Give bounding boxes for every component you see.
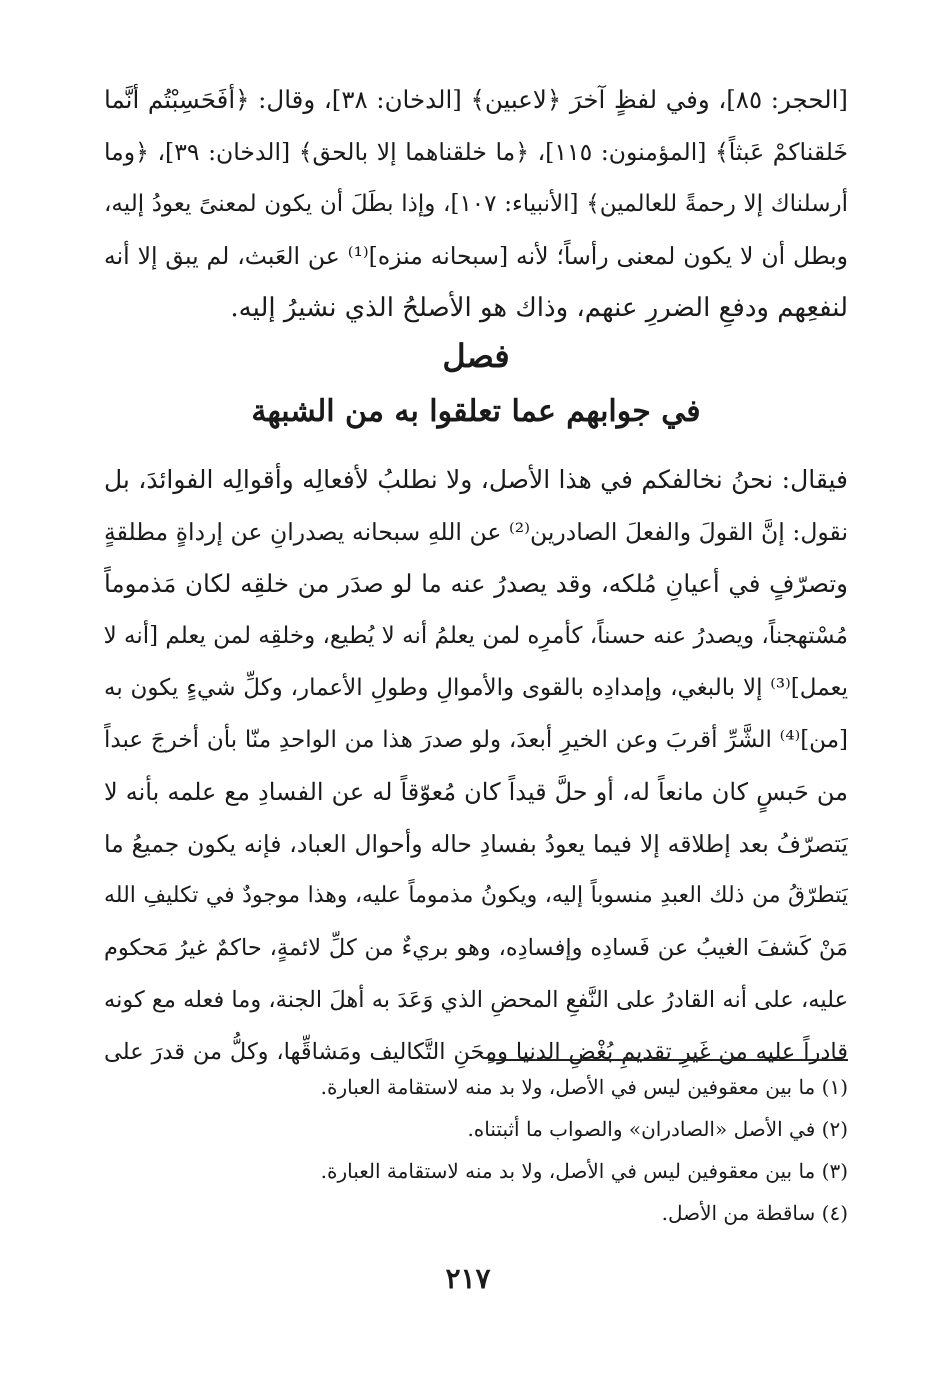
text-line: يَتصرّفُ بعد إطلاقه إلا فيما يعودُ بفسادِ حاله وأحوال العباد، فإنه يكون جميعُ ما <box>104 830 848 858</box>
footnote-item: (٤) ساقطة من الأصل. <box>661 1201 848 1225</box>
footnote-item: (٣) ما بين معقوفين ليس في الأصل، ولا بد منه لاستقامة العبارة. <box>320 1159 848 1183</box>
text-line: نقول: إنَّ القولَ والفعلَ الصادرين⁽²⁾ عن اللهِ سبحانه يصدرانِ عن إرداةٍ مطلقةٍ <box>104 518 848 546</box>
text-line: وبطل أن لا يكون لمعنى رأساً؛ لأنه [سبحانه منزه]⁽¹⁾ عن العَبث، لم يبق إلا أنه <box>104 242 848 270</box>
text-line: من حَبسٍ كان مانعاً له، أو حلَّ قيداً كان مُعوّقاً له عن الفسادِ مع علمه بأنه لا <box>104 778 848 806</box>
text-line: مُسْتهجناً، ويصدرُ عنه حسناً، كأمرِه لمن يعلمُ أنه لا يُطيع، وخلقِه لمن يعلم [أنه لا <box>104 623 848 649</box>
footnote-item: (١) ما بين معقوفين ليس في الأصل، ولا بد منه لاستقامة العبارة. <box>320 1075 848 1099</box>
text-line: لنفعِهم ودفعِ الضررِ عنهم، وذاك هو الأصلحُ الذي نشيرُ إليه. <box>230 293 848 323</box>
top-paragraph <box>104 74 848 334</box>
text-line: خَلقناكمْ عَبثاً﴾ [المؤمنون: ١١٥]، ﴿ما خلقناهما إلا بالحق﴾ [الدخان: ٣٩]، ﴿وما <box>104 138 848 166</box>
text-line: [الحجر: ٨٥]، وفي لفظٍ آخرَ ﴿لاعبين﴾ [الدخان: ٣٨]، وقال: ﴿أفَحَسِبْتُم أنَّما <box>104 85 848 114</box>
text-line: يعمل]⁽³⁾ إلا بالبغي، وإمدادِه بالقوى والأموالِ وطولِ الأعمار، وكلِّ شيءٍ يكون به <box>104 675 848 701</box>
footnote-item: (٢) في الأصل «الصادران» والصواب ما أثبتناه. <box>467 1117 848 1141</box>
section-title: فصل <box>442 337 510 375</box>
text-line: يَتطرّقُ من ذلك العبدِ منسوباً إليه، ويكونُ مذموماً عليه، وهذا موجودٌ في تكليفِ الله <box>104 883 848 908</box>
text-line: [من]⁽⁴⁾ الشَّرِّ أقربَ وعن الخيرِ أبعدَ، ولو صدرَ هذا من الواحدِ منّا بأن أخرجَ عبداً <box>104 727 848 753</box>
text-line: مَنْ كَشفَ الغيبُ عن فَسادِه وإفسادِه، وهو بريءٌ من كلِّ لائمةٍ، حاكمٌ غيرُ مَحكوم <box>104 935 848 961</box>
page-number: ٢١٧ <box>445 1262 491 1295</box>
text-line: قادراً عليه من غَيرِ تقديمِ بُغْضِ الدنيا ومِحَنِ التَّكاليف ومَشاقِّها، وكلُّ من قدرَ على <box>104 1039 848 1065</box>
text-line: وتصرّفٍ في أعيانِ مُلكه، وقد يصدرُ عنه ما لو صدَر من خلقِه لكان مَذموماً <box>104 569 848 598</box>
footnotes <box>104 1066 848 1234</box>
text-line: فيقال: نحنُ نخالفكم في هذا الأصل، ولا نطلبُ لأفعالِه وأقوالِه الفوائدَ، بل <box>104 465 848 494</box>
section-subtitle: في جوابهم عما تعلقوا به من الشبهة <box>251 394 701 429</box>
footnote-divider <box>488 1059 848 1061</box>
text-line: أرسلناك إلا رحمةً للعالمين﴾ [الأنبياء: ١٠٧]، وإذا بطَلَ أن يكون لمعنىً يعودُ إليه، <box>104 191 848 217</box>
main-paragraph <box>104 454 848 1078</box>
text-line: عليه، على أنه القادرُ على النَّفعِ المحضِ الذي وَعَدَ به أهلَ الجنة، وما فعله مع كونه <box>104 987 848 1013</box>
